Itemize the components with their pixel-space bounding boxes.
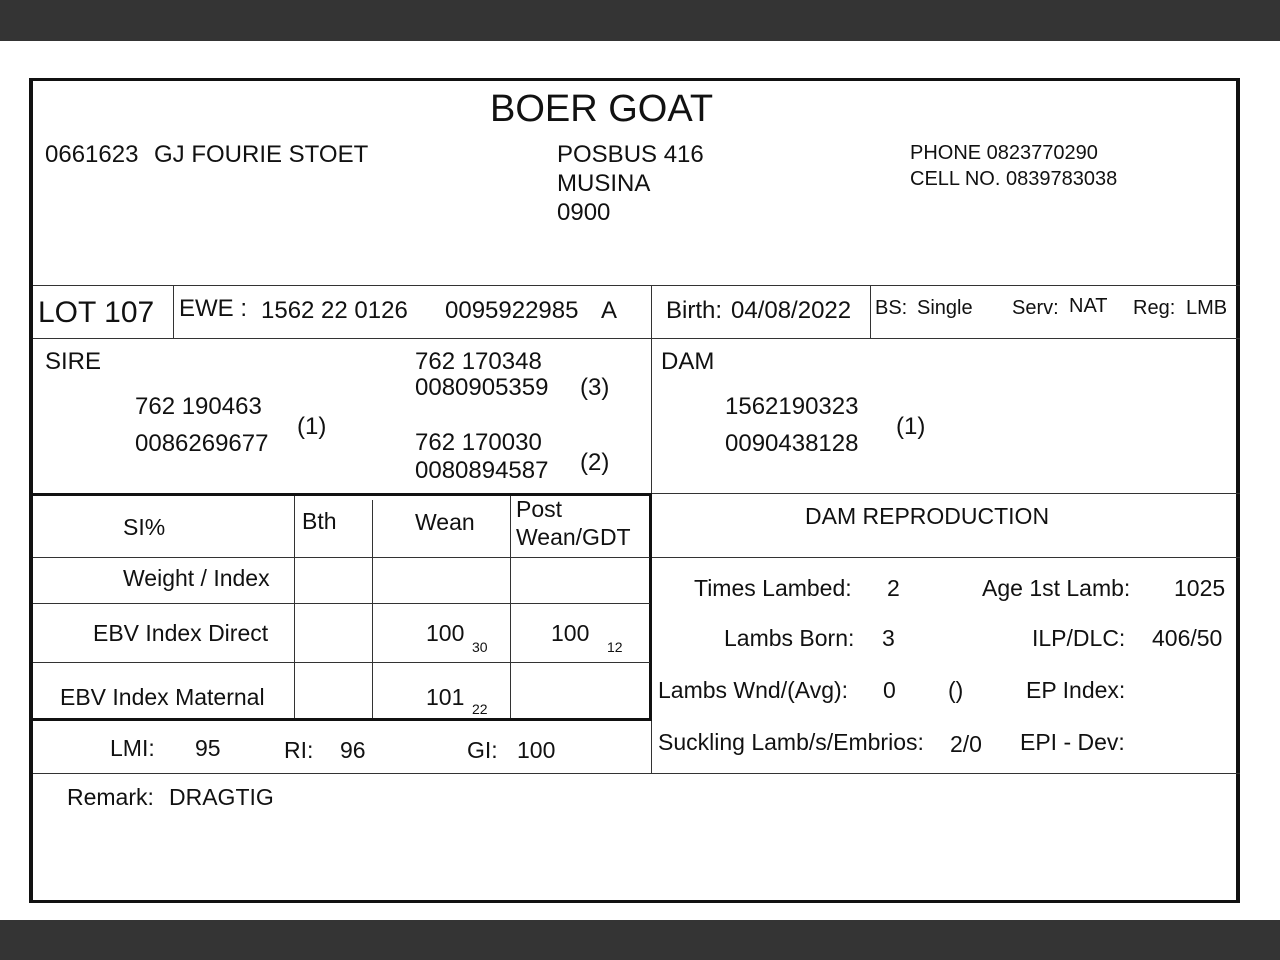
perf-col-3	[510, 496, 511, 718]
serv-label: Serv:	[1012, 297, 1059, 319]
ebv-maternal-row-label: EBV Index Maternal	[60, 684, 265, 710]
perf-table-bottom	[31, 718, 652, 721]
dam-mark: (1)	[896, 413, 926, 440]
direct-post-value: 100	[551, 620, 590, 646]
lambs-weaned-label: Lambs Wnd/(Avg):	[658, 677, 849, 703]
si-percent-header: SI%	[123, 514, 166, 540]
bs-value: Single	[917, 297, 973, 319]
dam-reproduction-title: DAM REPRODUCTION	[805, 503, 1050, 529]
lambs-weaned-value: 0	[883, 677, 896, 703]
perf-row-2	[33, 603, 650, 604]
maternal-wean-sub: 22	[472, 701, 488, 717]
age-first-lamb-label: Age 1st Lamb:	[982, 575, 1131, 601]
lmi-value: 95	[195, 735, 221, 761]
sire-label: SIRE	[45, 348, 102, 375]
perf-col-2	[372, 500, 373, 718]
page-title: BOER GOAT	[490, 88, 714, 130]
gi-value: 100	[517, 737, 556, 763]
dam-label: DAM	[661, 348, 715, 375]
weight-index-row-label: Weight / Index	[123, 565, 270, 591]
divider-birth-bs	[870, 285, 871, 338]
lmi-label: LMI:	[110, 735, 155, 761]
ep-index-label: EP Index:	[1026, 677, 1126, 703]
sire-registration: 0086269677	[135, 430, 269, 457]
remark-value: DRAGTIG	[169, 784, 274, 810]
reg-value: LMB	[1186, 297, 1228, 319]
direct-wean-value: 100	[426, 620, 465, 646]
ewe-grade: A	[601, 297, 618, 324]
perf-col-1	[294, 496, 295, 718]
ewe-id: 1562 22 0126	[261, 297, 408, 324]
bth-header: Bth	[302, 508, 337, 534]
times-lambed-label: Times Lambed:	[694, 575, 852, 601]
sire-sire-registration: 0080905359	[415, 374, 549, 401]
age-first-lamb-value: 1025	[1174, 575, 1226, 601]
ilp-dlc-value: 406/50	[1152, 625, 1223, 651]
divider-lot-ewe	[173, 285, 174, 338]
birth-date: 04/08/2022	[731, 297, 852, 324]
bs-label: BS:	[875, 297, 908, 319]
perf-row-3	[33, 662, 650, 663]
serv-value: NAT	[1069, 295, 1108, 317]
birth-label: Birth:	[666, 297, 723, 324]
cell-number: CELL NO. 0839783038	[910, 168, 1118, 190]
dam-registration: 0090438128	[725, 430, 859, 457]
lot-card	[29, 78, 1240, 903]
address-line-1: POSBUS 416	[557, 141, 704, 168]
epi-dev-label: EPI - Dev:	[1020, 729, 1125, 755]
suckling-value: 2/0	[950, 731, 982, 757]
phone-number: PHONE 0823770290	[910, 142, 1098, 164]
ewe-label: EWE :	[179, 295, 248, 322]
divider-lot-bottom	[33, 338, 1240, 339]
times-lambed-value: 2	[887, 575, 900, 601]
sire-id: 762 190463	[135, 393, 262, 420]
reg-label: Reg:	[1133, 297, 1176, 319]
maternal-wean-value: 101	[426, 684, 465, 710]
top-dark-bar	[0, 0, 1280, 41]
perf-table-right	[649, 493, 652, 721]
divider-dam-bottom	[651, 493, 1240, 494]
address-line-2: MUSINA	[557, 170, 651, 197]
divider-repro-header	[651, 557, 1240, 558]
ilp-dlc-label: ILP/DLC:	[1032, 625, 1126, 651]
lambs-born-value: 3	[882, 625, 895, 651]
lambs-born-label: Lambs Born:	[724, 625, 855, 651]
post-header: Post	[516, 496, 563, 522]
bottom-dark-bar	[0, 920, 1280, 960]
breeder-number: 0661623	[45, 141, 139, 168]
ebv-direct-row-label: EBV Index Direct	[93, 620, 269, 646]
lot-number: LOT 107	[38, 296, 155, 329]
divider-remark-top	[33, 773, 1240, 774]
sire-dam-registration: 0080894587	[415, 457, 549, 484]
divider-lot-top	[33, 285, 1240, 286]
sire-sire-mark: (3)	[580, 374, 610, 401]
direct-post-sub: 12	[607, 639, 623, 655]
ri-value: 96	[340, 737, 366, 763]
perf-row-1	[33, 557, 650, 558]
dam-id: 1562190323	[725, 393, 859, 420]
suckling-label: Suckling Lamb/s/Embrios:	[658, 729, 924, 755]
address-line-3: 0900	[557, 199, 611, 226]
sire-mark: (1)	[297, 413, 327, 440]
gi-label: GI:	[467, 737, 498, 763]
wean-gdt-header: Wean/GDT	[516, 524, 631, 550]
sire-dam-mark: (2)	[580, 449, 610, 476]
breeder-name: GJ FOURIE STOET	[154, 141, 369, 168]
sire-sire-id: 762 170348	[415, 348, 542, 375]
wean-header: Wean	[415, 509, 475, 535]
ri-label: RI:	[284, 737, 314, 763]
lambs-weaned-avg: ()	[948, 677, 964, 703]
remark-label: Remark:	[67, 784, 154, 810]
direct-wean-sub: 30	[472, 639, 488, 655]
sire-dam-id: 762 170030	[415, 429, 542, 456]
ewe-registration: 0095922985	[445, 297, 579, 324]
